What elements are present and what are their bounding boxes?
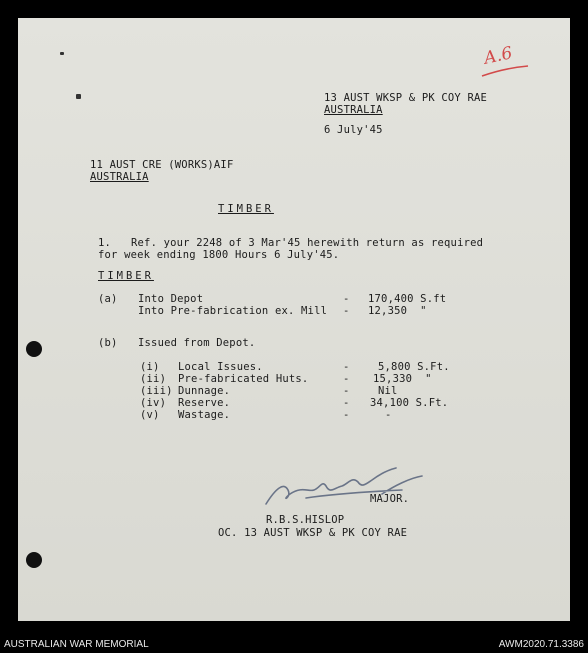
section-b-item-value: 15,330 " — [373, 373, 432, 385]
section-b-item-num: (ii) — [140, 373, 167, 385]
section-b-item-dash: - — [343, 373, 350, 385]
annotation-underline — [480, 64, 530, 78]
section-b-item-dash: - — [343, 385, 350, 397]
section-b-item-num: (iii) — [140, 385, 173, 397]
addressee-country: AUSTRALIA — [90, 171, 149, 183]
section-b-item-desc: Reserve. — [178, 397, 231, 409]
section-a-item-value: 170,400 S.ft — [368, 293, 447, 305]
section-b-item-num: (i) — [140, 361, 160, 373]
section-a-item-dash: - — [343, 293, 350, 305]
addressee-unit: 11 AUST CRE (WORKS)AIF — [90, 159, 234, 171]
section-b-item-value: - — [385, 409, 392, 421]
signatory-title: OC. 13 AUST WKSP & PK COY RAE — [218, 527, 408, 539]
paper-speck — [60, 52, 64, 55]
section-b-item-value: 34,100 S.Ft. — [370, 397, 449, 409]
section-b-item-value: Nil — [378, 385, 398, 397]
section-b-item-num: (v) — [140, 409, 160, 421]
section-a-item-desc: Into Depot — [138, 293, 204, 305]
section-b-item-desc: Pre-fabricated Huts. — [178, 373, 309, 385]
sender-country: AUSTRALIA — [324, 104, 383, 116]
section-b-label: (b) — [98, 337, 118, 349]
section-b-item-dash: - — [343, 361, 350, 373]
punch-hole — [26, 552, 42, 568]
archive-credit: AUSTRALIAN WAR MEMORIAL — [4, 639, 149, 650]
para1-number: 1. — [98, 237, 112, 249]
section-a-item-dash: - — [343, 305, 350, 317]
section-b-item-dash: - — [343, 397, 350, 409]
letter-date: 6 July'45 — [324, 124, 383, 136]
section-b-item-desc: Wastage. — [178, 409, 231, 421]
archive-reference: AWM2020.71.3386 — [498, 639, 584, 650]
section-b-title: Issued from Depot. — [138, 337, 256, 349]
section-a-item-desc: Into Pre-fabrication ex. Mill — [138, 305, 328, 317]
timber-subheading: TIMBER — [98, 270, 154, 282]
punch-hole — [26, 341, 42, 357]
subject-heading: TIMBER — [218, 203, 274, 215]
section-a-item-value: 12,350 " — [368, 305, 427, 317]
section-b-item-num: (iv) — [140, 397, 167, 409]
para1-line1: Ref. your 2248 of 3 Mar'45 herewith return as required — [131, 237, 484, 249]
document-page — [18, 18, 570, 621]
section-b-item-value: 5,800 S.Ft. — [378, 361, 450, 373]
handwritten-annotation: A.6 — [482, 43, 515, 69]
section-a-label: (a) — [98, 293, 118, 305]
sender-unit: 13 AUST WKSP & PK COY RAE — [324, 92, 488, 104]
signatory-name: R.B.S.HISLOP — [266, 514, 345, 526]
para1-line2: for week ending 1800 Hours 6 July'45. — [98, 249, 340, 261]
section-b-item-dash: - — [343, 409, 350, 421]
section-b-item-desc: Local Issues. — [178, 361, 263, 373]
paper-speck — [76, 94, 81, 99]
section-b-item-desc: Dunnage. — [178, 385, 231, 397]
signatory-rank: MAJOR. — [370, 493, 410, 505]
